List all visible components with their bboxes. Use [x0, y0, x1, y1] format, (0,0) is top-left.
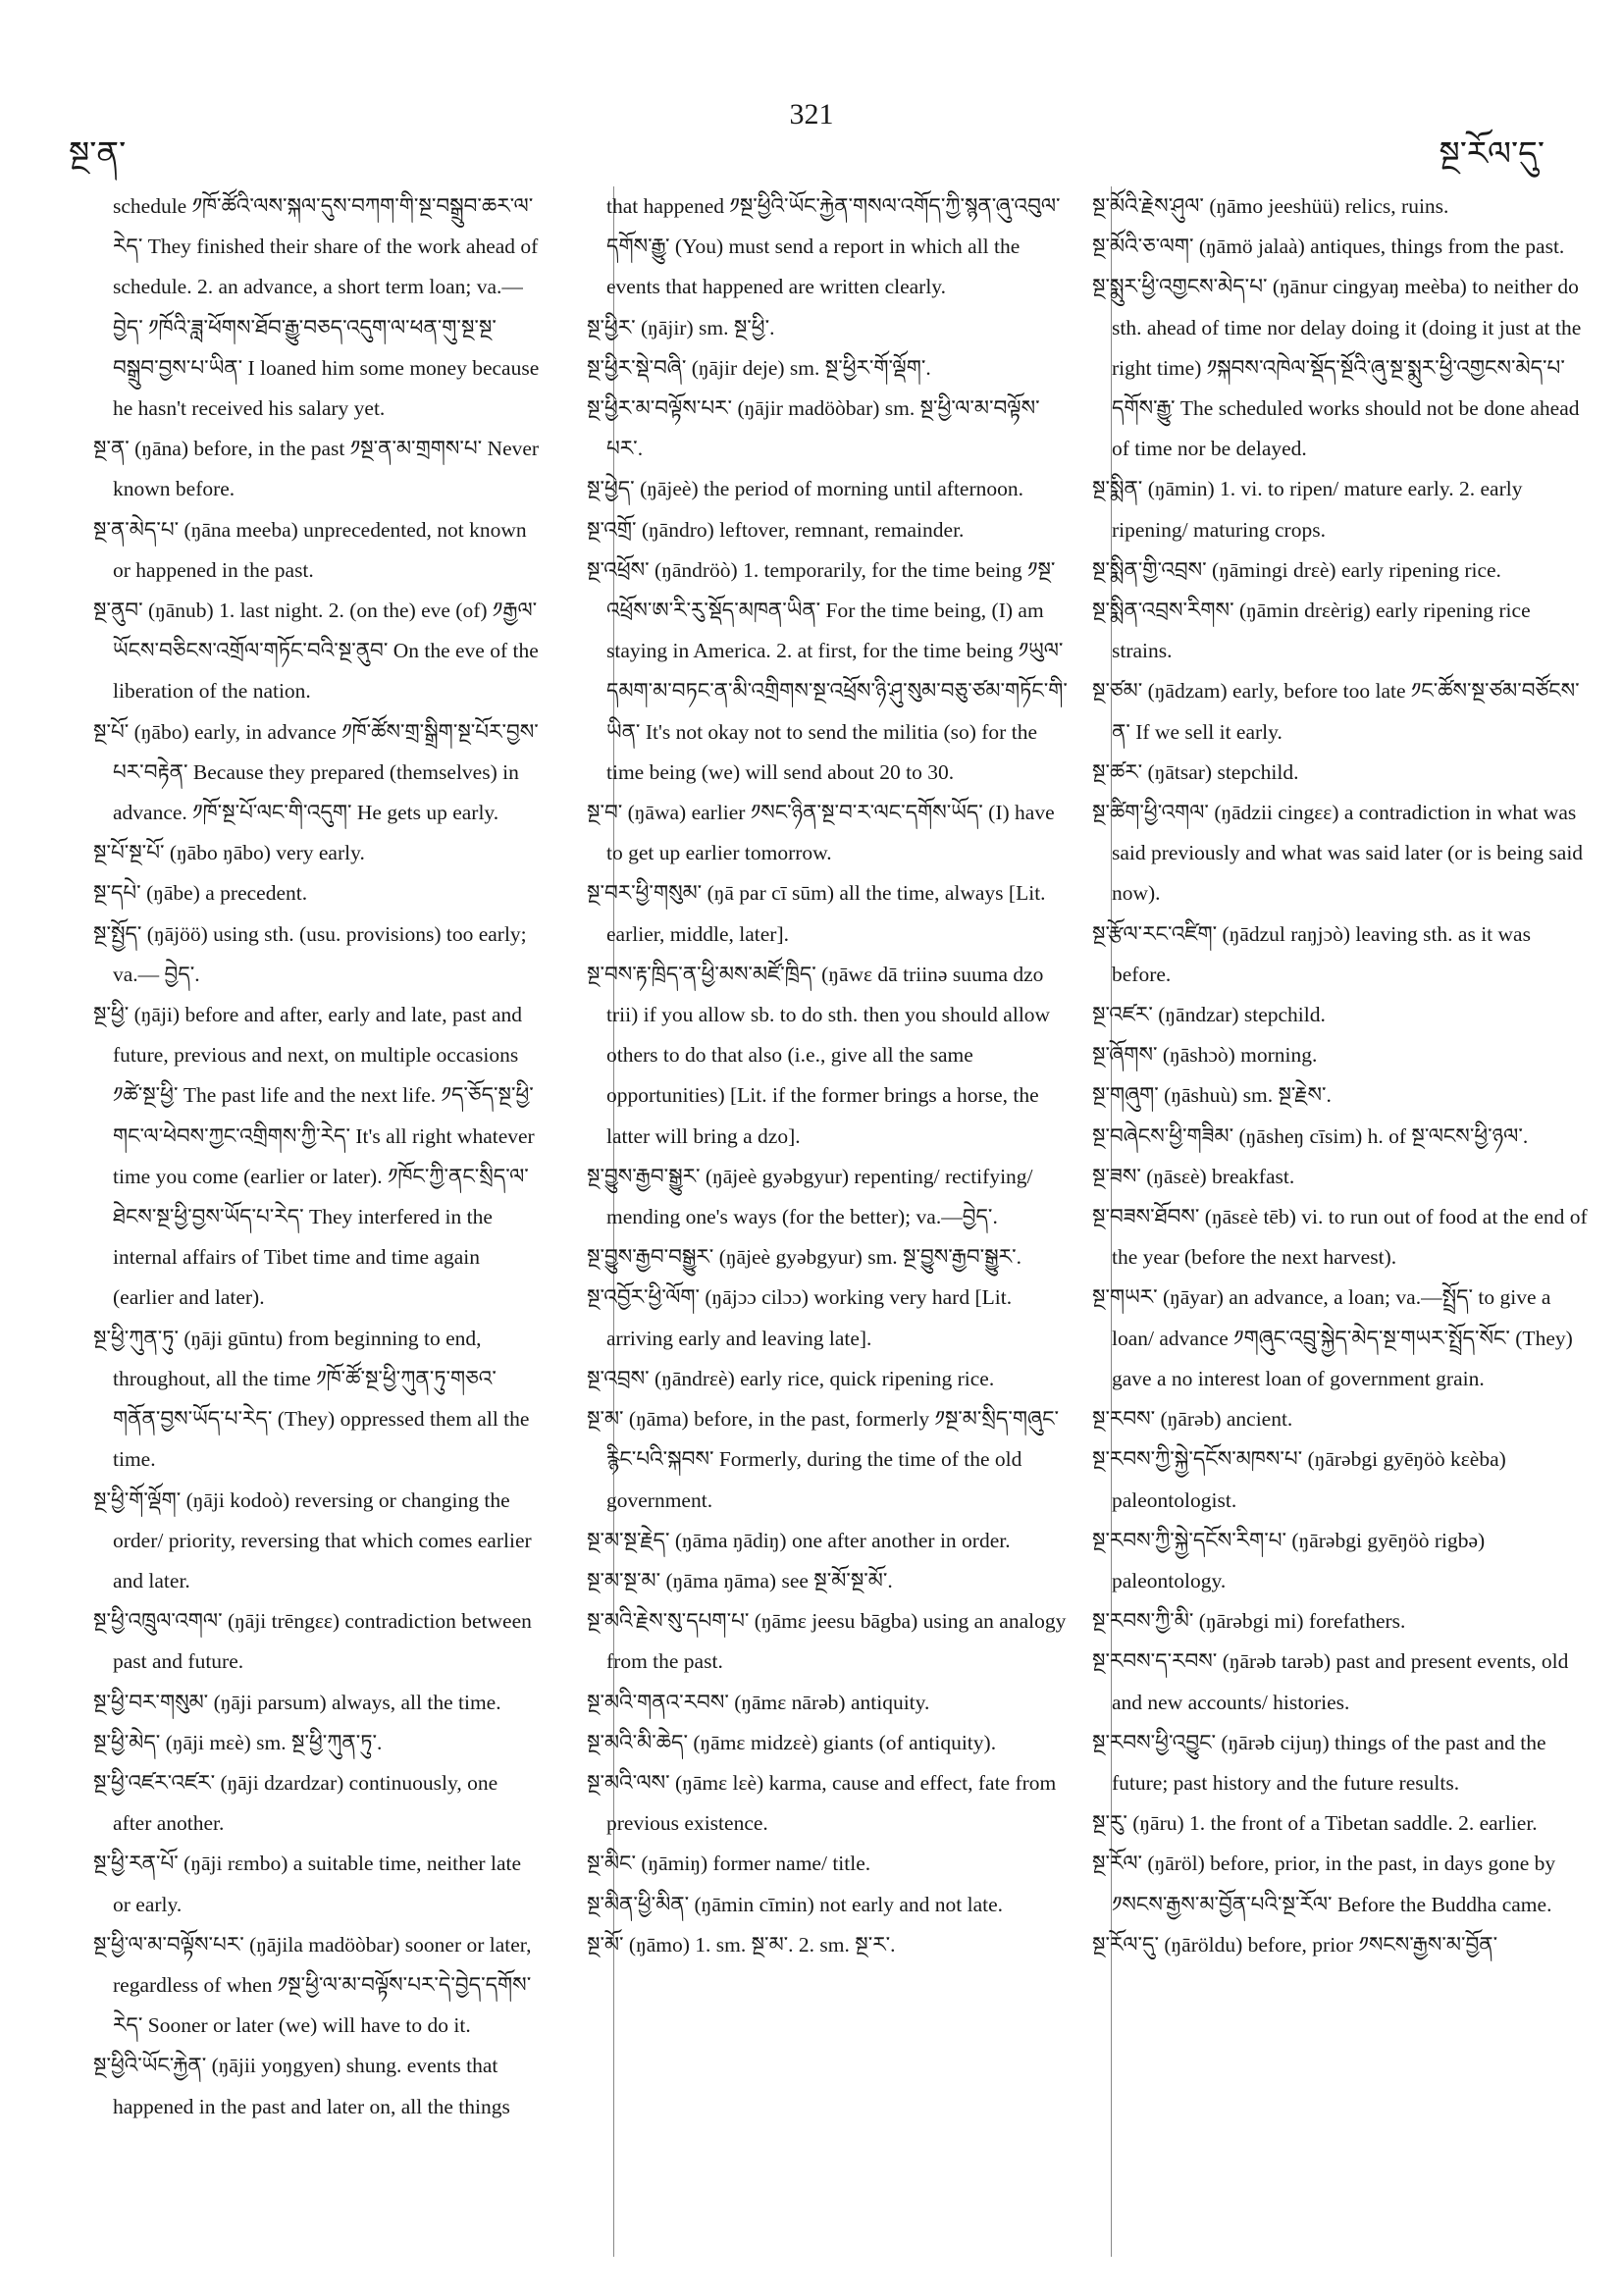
- dictionary-entry: སྔ་བར་ཕྱི་གསུམ་ (ŋā par cī sūm) all the time, always [Lit. earlier, middle, later].: [587, 881, 1046, 946]
- dictionary-entry: སྔ་ཟས་ (ŋāsεè) breakfast.: [1092, 1164, 1295, 1188]
- dictionary-entry: སྔ་ཕྱི་ཀུན་ཏུ་ (ŋāji gūntu) from beginning to end, throughout, all the time ༡ཁོ་ཚོ་སྔ་ཕྱི་ཀུན་ཏུ་གཅའ་གནོན་བྱས་ཡོད་པ་རེད་ (They) oppressed them all the time.: [93, 1326, 530, 1472]
- dictionary-entry: སྔ་མ་ (ŋāma) before, in the past, formerly ༡སྔ་མ་སྲིད་གཞུང་རྙིང་པའི་སྐབས་ Formerly, during the time of the old government.: [587, 1407, 1059, 1512]
- dictionary-entry: སྔ་རྩོལ་རང་འཛིག་ (ŋādzul raŋjɔò) leaving sth. as it was before.: [1092, 921, 1531, 986]
- dictionary-entry: སྔ་སྨིན་གྱི་འབྲས་ (ŋāmingi drεè) early ripening rice.: [1092, 557, 1501, 582]
- dictionary-entry: schedule ༡ཁོ་ཚོའི་ལས་སྐལ་དུས་བཀག་གི་སྔ་བསྒྲུབ་ཆར་ལ་རེད་ They finished their share of the work ahead of schedule. 2. an advance, a short term loan; va.—བྱེད་ ༡ཁོའི་ཟླ་ཕོགས་ཐོབ་རྒྱུ་བཅད་འདུག་ལ་ཕན་གུ་སྔ་སྔ་བསྒྲུབ་བྱས་པ་ཡིན་ I loaned him some money because he hasn't received his salary yet.: [113, 194, 540, 421]
- dictionary-entry: that happened ༡སྔ་ཕྱིའི་ཡོང་རྐྱེན་གསལ་འགོད་ཀྱི་སྙན་ཞུ་འབུལ་དགོས་རྒྱུ་ (You) must send a report in which all the events that happened are written clearly.: [606, 194, 1061, 299]
- dictionary-entry: སྔ་ཚར་ (ŋātsar) stepchild.: [1092, 759, 1299, 784]
- dictionary-entry: སྔ་རབས་ཕྱི་འབྱུང་ (ŋārəb cijuŋ) things of the past and the future; past history and the future results.: [1092, 1730, 1546, 1795]
- dictionary-entry: སྔ་མའི་ལས་ (ŋāmε lεè) karma, cause and effect, fate from previous existence.: [587, 1770, 1057, 1836]
- dictionary-entry: སྔ་འཕྲོས་ (ŋāndröò) 1. temporarily, for the time being ༡སྔ་འཕྲོས་ཨ་རི་རུ་སྡོད་མཁན་ཡིན་ For the time being, (I) am staying in America. 2. at first, for the time being ༡ཡུལ་དམག་མ་བཏང་ན་མི་འགྲིགས་སྔ་འཕྲོས་ཉི་ཤུ་སུམ་བཅུ་ཙམ་གཏོང་གི་ཡིན་ It's not okay not to send the militia (so) for the time being (we) will send about 20 to 30.: [587, 557, 1068, 784]
- dictionary-entry: སྔ་པོ་ (ŋābo) early, in advance ༡ཁོ་ཚོས་གྲ་སྒྲིག་སྔ་པོར་བྱས་པར་བརྟེན་ Because they prepared (themselves) in advance. ༡ཁོ་སྔ་པོ་ལང་གི་འདུག་ He gets up early.: [93, 719, 539, 825]
- page-header: [0, 0, 1623, 186]
- dictionary-entry: སྔ་གཞུག་ (ŋāshuù) sm. སྔ་རྗེས་.: [1092, 1083, 1332, 1108]
- dictionary-entry: སྔ་ཕྱི་ལ་མ་བལྟོས་པར་ (ŋājila madöòbar) sooner or later, regardless of when ༡སྔ་ཕྱི་ལ་མ་བལྟོས་པར་དེ་བྱེད་དགོས་རེད་ Sooner or later (we) will have to do it.: [93, 1932, 532, 2038]
- dictionary-entry: སྔ་ཕྱིའི་ཡོང་རྐྱེན་ (ŋājii yoŋgyen) shung. events that happened in the past and later on, all the things: [93, 2054, 510, 2118]
- dictionary-entry: སྔ་བྱུས་རྒྱབ་སྒྱུར་ (ŋājeè gyəbgyur) repenting/ rectifying/ mending one's ways (for the better); va.—བྱེད་.: [587, 1164, 1033, 1229]
- dictionary-entry: སྔ་མ་སྔ་རྗེད་ (ŋāma ŋādiŋ) one after another in order.: [587, 1528, 1011, 1552]
- dictionary-entry: སྔ་མའི་རྗེས་སུ་དཔག་པ་ (ŋāmε jeesu bāgba) using an analogy from the past.: [587, 1609, 1067, 1674]
- dictionary-entry: སྔ་བཟས་ཐོབས་ (ŋāsεè tēb) vi. to run out of food at the end of the year (before the next harvest).: [1092, 1205, 1588, 1270]
- dictionary-entry: སྔ་མའི་གནའ་རབས་ (ŋāmε nārəb) antiquity.: [587, 1690, 930, 1714]
- dictionary-entry: སྔ་ཕྱིར་ (ŋājir) sm. སྔ་ཕྱི་.: [587, 315, 775, 339]
- dictionary-entry: སྔ་པོ་སྔ་པོ་ (ŋābo ŋābo) very early.: [93, 841, 365, 865]
- dictionary-entry: སྔ་སྨིན་འབྲས་རིགས་ (ŋāmin drεèrig) early ripening rice strains.: [1092, 599, 1531, 663]
- dictionary-entry: སྔ་ཕྱིར་སྡེ་བཞི་ (ŋājir deje) sm. སྔ་ཕྱིར་གོ་ལྡོག་.: [587, 355, 931, 380]
- dictionary-entry: སྔ་ཕྱི་གོ་ལྡོག་ (ŋāji kodoò) reversing or changing the order/ priority, reversing that which comes earlier and later.: [93, 1487, 532, 1592]
- right-running-head: སྔ་རོལ་དུ་: [1439, 136, 1544, 173]
- dictionary-entry: སྔ་ཕྱི་འཛར་འཛར་ (ŋāji dzardzar) continuously, one after another.: [93, 1770, 498, 1836]
- dictionary-entry: སྔ་ཕྱི་བར་གསུམ་ (ŋāji parsum) always, all the time.: [93, 1690, 501, 1714]
- dictionary-entry: སྔ་གཡར་ (ŋāyar) an advance, a loan; va.—སྤྲོད་ to give a loan/ advance ༡གཞུང་འབྲུ་སྐྱེད་མེད་སྔ་གཡར་སྤྲོད་སོང་ (They) gave a no interest loan of government grain.: [1092, 1285, 1573, 1390]
- dictionary-entry: སྔ་རོལ་ (ŋāröl) before, prior, in the past, in days gone by ༡སངས་རྒྱས་མ་བྱོན་པའི་སྔ་རོལ་ Before the Buddha came.: [1092, 1852, 1556, 1916]
- dictionary-entry: སྔ་བས་རྟ་ཁྲིད་ན་ཕྱི་མས་མཛོ་ཁྲིད་ (ŋāwε dā triinə suuma dzo trii) if you allow sb. to do sth. then you should allow others to do that also (i.e., give all the same opportunities) [Lit. if the former brings a horse, the latter will bring a dzo].: [587, 962, 1051, 1148]
- dictionary-entry: སྔ་རབས་ (ŋārəb) ancient.: [1092, 1407, 1293, 1432]
- dictionary-entry: སྔ་ཙམ་ (ŋādzam) early, before too late ༡ང་ཚོས་སྔ་ཙམ་བཙོངས་ན་ If we sell it early.: [1092, 679, 1580, 744]
- page-number: 321: [789, 98, 834, 130]
- column-3: [1092, 186, 1593, 2257]
- dictionary-entry: སྔ་ཕྱི་ (ŋāji) before and after, early and late, past and future, previous and next, on multiple occasions ༡ཚེ་སྔ་ཕྱི་ The past life and the next life. ༡ད་ཅོད་སྔ་ཕྱི་གང་ལ་ཕེབས་ཀྱང་འགྲིགས་ཀྱི་རེད་ It's all right whatever time you come (earlier or later). ༡ཁོང་ཀྱི་ནང་སྲིད་ལ་ཐེངས་སྔ་ཕྱི་བྱས་ཡོད་པ་རེད་ They interfered in the internal affairs of Tibet time and time again (earlier and later).: [93, 1003, 535, 1310]
- dictionary-entry: སྔ་ཕྱེད་ (ŋājeè) the period of morning until afternoon.: [587, 477, 1024, 501]
- dictionary-entry: སྔ་འཛར་ (ŋāndzar) stepchild.: [1092, 1003, 1326, 1027]
- dictionary-entry: སྔ་མིན་ཕྱི་མིན་ (ŋāmin cīmin) not early and not late.: [587, 1892, 1004, 1916]
- dictionary-entry: སྔ་མིང་ (ŋāmiŋ) former name/ title.: [587, 1852, 871, 1876]
- dictionary-entry: སྔ་ཕྱིར་མ་བལྟོས་པར་ (ŋājir madöòbar) sm. སྔ་ཕྱི་ལ་མ་བལྟོས་པར་.: [587, 396, 1040, 461]
- dictionary-entry: སྔ་བྱུས་རྒྱབ་བསྒྱུར་ (ŋājeè gyəbgyur) sm. སྔ་བྱུས་རྒྱབ་སྒྱུར་.: [587, 1245, 1021, 1270]
- column-2: [587, 186, 1068, 2257]
- dictionary-entry: སྔ་སྨུར་ཕྱི་འགྱངས་མེད་པ་ (ŋānur cingyaŋ meèba) to neither do sth. ahead of time nor delay doing it (doing it just at the right time) ༡སྐབས་འཁེལ་སྡོད་སྔོའི་ཞུ་སྔ་སྨུར་ཕྱི་འགྱངས་མེད་པ་དགོས་རྒྱུ་ The scheduled works should not be done ahead of time nor be delayed.: [1092, 275, 1582, 461]
- dictionary-entry: སྔ་སྤྱོད་ (ŋājöö) using sth. (usu. provisions) too early; va.— བྱེད་.: [93, 921, 527, 986]
- dictionary-entry: སྔ་ན་ (ŋāna) before, in the past ༡སྔ་ན་མ་གྲགས་པ་ Never known before.: [93, 437, 540, 501]
- column-1: [93, 186, 540, 2257]
- dictionary-entry: སྔ་རོལ་དུ་ (ŋāröldu) before, prior ༡སངས་རྒྱས་མ་བྱོན་: [1092, 1932, 1498, 1957]
- dictionary-entry: སྔ་འབྲས་ (ŋāndrεè) early rice, quick ripening rice.: [587, 1366, 995, 1390]
- dictionary-entry: སྔ་མའི་མི་ཆེད་ (ŋāmε midzεè) giants (of antiquity).: [587, 1730, 997, 1754]
- dictionary-entry: སྔ་བཞེངས་ཕྱི་གཟིམ་ (ŋāsheŋ cīsim) h. of སྔ་ལངས་ཕྱི་ཉལ་.: [1092, 1123, 1529, 1148]
- dictionary-entry: སྔ་འབྱོར་ཕྱི་ལོག་ (ŋājɔɔ cilɔɔ) working very hard [Lit. arriving early and leaving late].: [587, 1285, 1013, 1350]
- dictionary-entry: སྔ་མོའི་རྗེས་ཤུལ་ (ŋāmo jeeshüü) relics, ruins.: [1092, 194, 1449, 218]
- dictionary-entry: སྔ་མོའི་ཅ་ལག་ (ŋāmö jalaà) antiques, things from the past.: [1092, 235, 1565, 259]
- dictionary-entry: སྔ་རབས་ཀྱི་མི་ (ŋārəbgi mi) forefathers.: [1092, 1609, 1406, 1634]
- dictionary-entry: སྔ་རབས་ད་རབས་ (ŋārəb tarəb) past and present events, old and new accounts/ histories.: [1092, 1649, 1569, 1714]
- dictionary-entry: སྔ་བ་ (ŋāwa) earlier ༡སང་ཉིན་སྔ་བ་ར་ལང་དགོས་ཡོད་ (I) have to get up earlier tomorrow.: [587, 801, 1055, 865]
- dictionary-entry: སྔ་ཕྱི་རན་པོ་ (ŋāji rεmbo) a suitable time, neither late or early.: [93, 1852, 522, 1916]
- left-running-head: སྔ་ན་: [69, 136, 127, 173]
- dictionary-entry: སྔ་ཚིག་ཕྱི་འགལ་ (ŋādzii cingεε) a contradiction in what was said previously and what was said later (or is being said now).: [1092, 801, 1584, 906]
- dictionary-entry: སྔ་ཕྱི་འཁྲུལ་འགལ་ (ŋāji trēngεε) contradiction between past and future.: [93, 1609, 532, 1674]
- dictionary-entry: སྔ་མ་སྔ་མ་ (ŋāma ŋāma) see སྔ་མོ་སྔ་མོ་.: [587, 1568, 893, 1592]
- dictionary-entry: སྔ་ཕྱི་མེད་ (ŋāji mεè) sm. སྔ་ཕྱི་ཀུན་ཏུ་.: [93, 1730, 383, 1754]
- dictionary-entry: སྔ་ཞོགས་ (ŋāshɔò) morning.: [1092, 1043, 1318, 1068]
- dictionary-entry: སྔ་འགྲོ་ (ŋāndro) leftover, remnant, remainder.: [587, 517, 965, 542]
- dictionary-entry: སྔ་སྨིན་ (ŋāmin) 1. vi. to ripen/ mature early. 2. early ripening/ maturing crops.: [1092, 477, 1523, 542]
- dictionary-entry: སྔ་རབས་ཀྱི་སྐྱེ་དངོས་མཁས་པ་ (ŋārəbgi gyēŋöò kεèba) paleontologist.: [1092, 1447, 1506, 1512]
- dictionary-entry: སྔ་རུ་ (ŋāru) 1. the front of a Tibetan saddle. 2. earlier.: [1092, 1811, 1538, 1836]
- dictionary-entry: སྔ་རབས་ཀྱི་སྐྱེ་དངོས་རིག་པ་ (ŋārəbgi gyēŋöò rigbə) paleontology.: [1092, 1528, 1486, 1592]
- dictionary-entry: སྔ་དཔེ་ (ŋābe) a precedent.: [93, 881, 308, 906]
- dictionary-entry: སྔ་ན་མེད་པ་ (ŋāna meeba) unprecedented, not known or happened in the past.: [93, 517, 527, 582]
- dictionary-entry: སྔ་ནུབ་ (ŋānub) 1. last night. 2. (on the) eve (of) ༡རྒྱལ་ཡོངས་བཅིངས་འགྲོལ་གཏོང་བའི་སྔ་ནུབ་ On the eve of the liberation of the nation.: [93, 599, 539, 704]
- dictionary-entry: སྔ་མོ་ (ŋāmo) 1. sm. སྔ་མ་. 2. sm. སྔ་ར་.: [587, 1932, 896, 1957]
